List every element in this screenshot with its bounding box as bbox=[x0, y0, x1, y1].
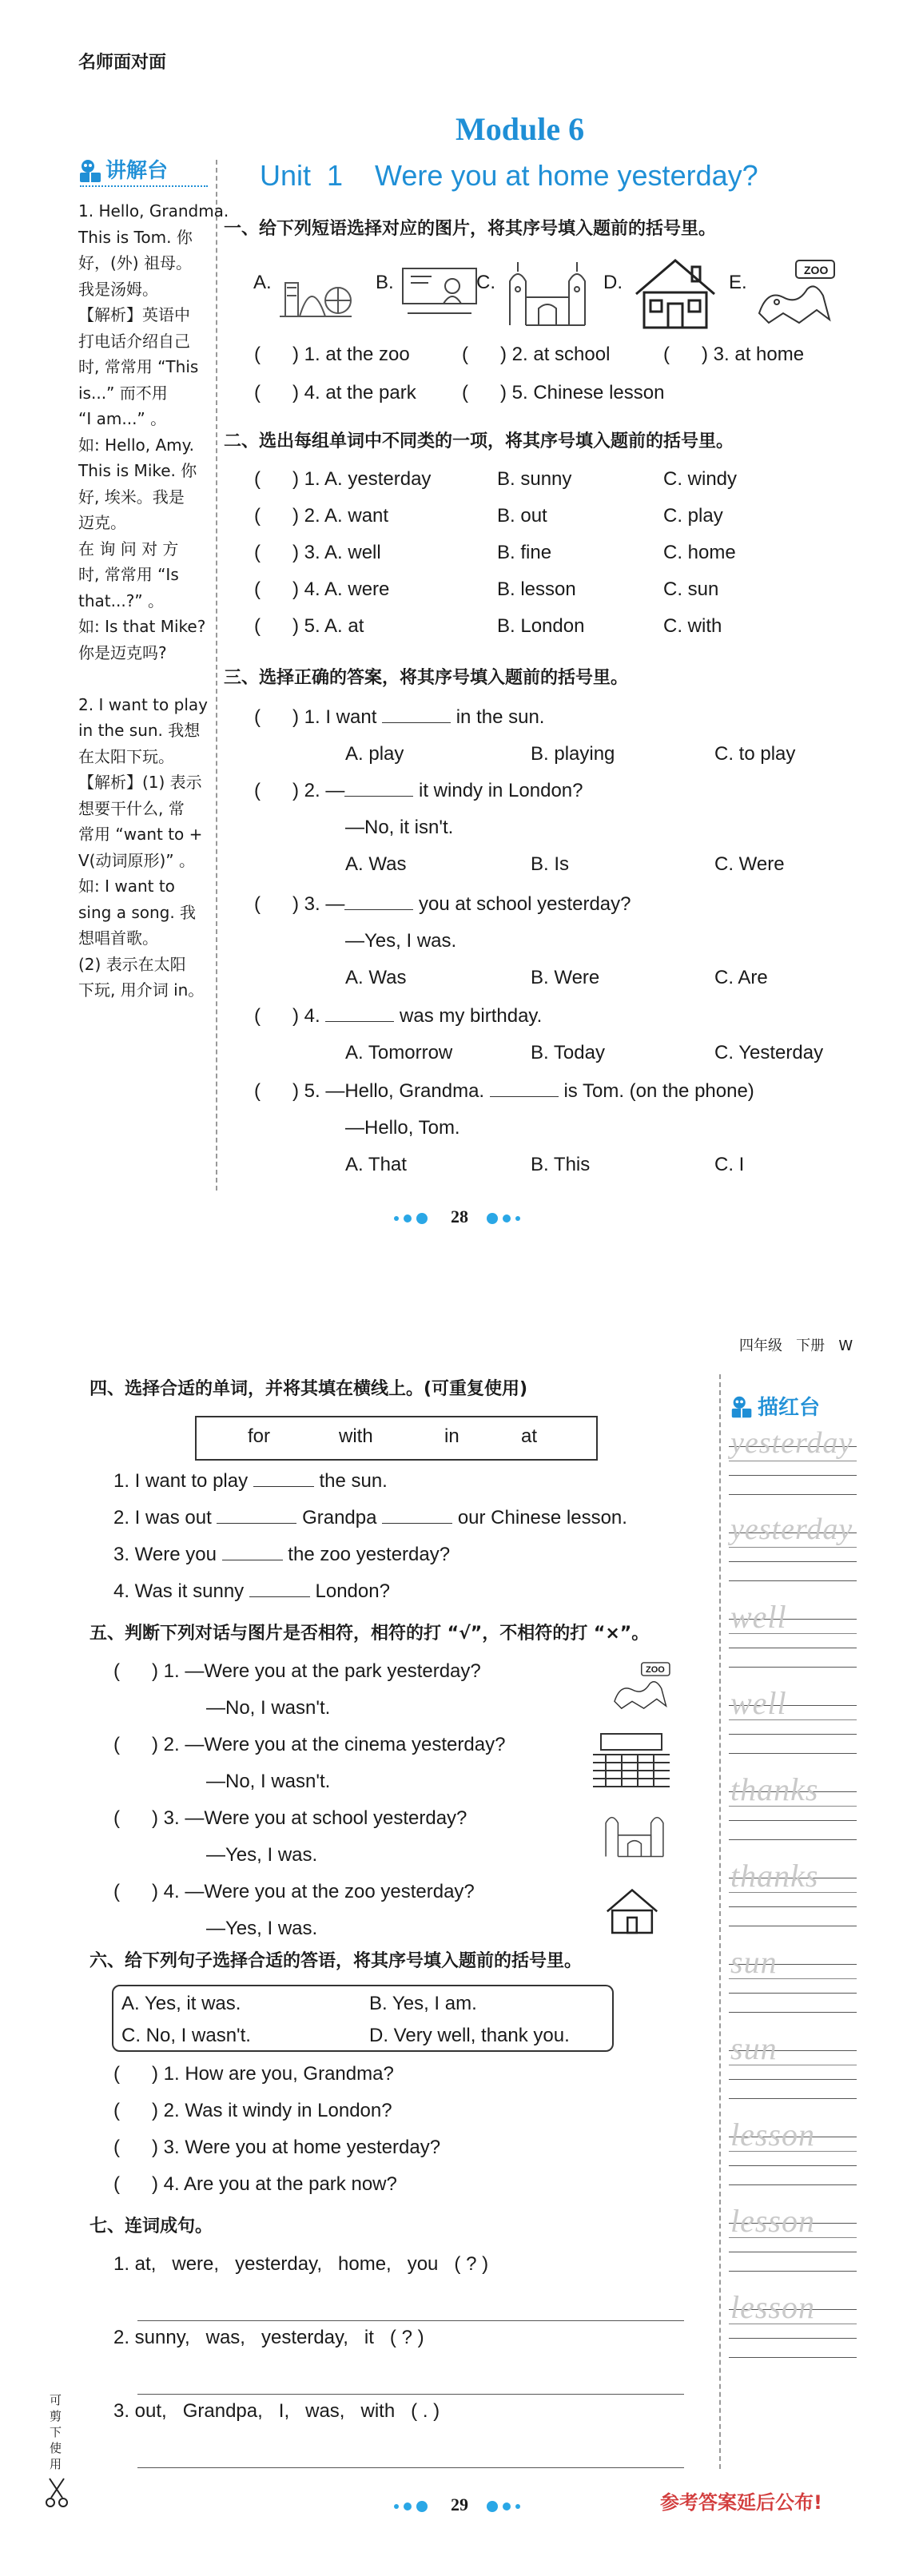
trace-writing-line[interactable] bbox=[729, 1580, 857, 1581]
s4-q1: 1. I want to play the sun. bbox=[113, 1470, 388, 1492]
trace-logo bbox=[729, 1393, 756, 1425]
s6-option-a: A. Yes, it was. bbox=[121, 1993, 241, 2014]
trace-word[interactable]: yesterday bbox=[730, 1426, 853, 1460]
section4-title: 四、选择合适的单词，并将其填在横线上。(可重复使用) bbox=[90, 1379, 528, 1399]
s5-cinema-picture bbox=[590, 1731, 673, 1794]
page-number-left-dots-29 bbox=[392, 2499, 430, 2514]
trace-guide-line bbox=[729, 2079, 857, 2080]
section5-title: 五、判断下列对话与图片是否相符，相符的打 “√”，不相符的打 “×”。 bbox=[90, 1624, 650, 1644]
trace-title: 描红台 bbox=[758, 1396, 821, 1420]
sidebar-note-line: that...?” 。 bbox=[78, 590, 165, 610]
home-picture bbox=[631, 254, 719, 335]
trace-writing-line[interactable] bbox=[729, 2184, 857, 2185]
s2-row-1-b: B. sunny bbox=[497, 468, 572, 490]
trace-word[interactable]: lesson bbox=[730, 2117, 815, 2153]
zoo-sign-text: ZOO bbox=[804, 264, 829, 276]
page-number-right-dots bbox=[484, 1211, 523, 1226]
trace-guide-line bbox=[729, 1906, 857, 1907]
s3-q5-a: A. That bbox=[345, 1154, 407, 1175]
school-picture bbox=[503, 257, 591, 333]
cinema-icon bbox=[590, 1731, 673, 1790]
s2-row-2-c: C. play bbox=[663, 505, 723, 527]
sidebar-note-line: 1. Hello, Grandma. bbox=[78, 201, 229, 221]
s6-option-d: D. Very well, thank you. bbox=[369, 2025, 570, 2046]
s7-item-3: 3. out, Grandpa, I, was, with ( . ) bbox=[113, 2400, 440, 2422]
s3-q3-a: A. Was bbox=[345, 967, 407, 988]
trace-guide-line bbox=[729, 1561, 857, 1562]
trace-divider bbox=[719, 1374, 721, 2469]
trace-guide-line bbox=[729, 1547, 857, 1548]
section2-title: 二、选出每组单词中不同类的一项，将其序号填入题前的括号里。 bbox=[224, 431, 734, 451]
section1-title: 一、给下列短语选择对应的图片，将其序号填入题前的括号里。 bbox=[224, 219, 717, 239]
trace-writing-line[interactable] bbox=[729, 1839, 857, 1840]
s6-item-1: ( ) 1. How are you, Grandma? bbox=[113, 2063, 394, 2085]
s1-item-4: ( ) 4. at the park bbox=[254, 382, 416, 403]
s3-q5-c: C. I bbox=[714, 1154, 745, 1175]
sidebar-note-line: 在 询 问 对 方 bbox=[78, 539, 179, 559]
s5-answer-2: —No, I wasn't. bbox=[206, 1771, 331, 1792]
sidebar-note-line: 好, 埃米。我是 bbox=[78, 487, 185, 507]
scissors-icon bbox=[45, 2477, 69, 2513]
house-icon bbox=[604, 1886, 660, 1935]
s3-q5: ( ) 5. —Hello, Grandma. is Tom. (on the phone) bbox=[254, 1080, 754, 1102]
pic-letter-e: E. bbox=[729, 272, 747, 293]
pic-letter-d: D. bbox=[603, 272, 623, 293]
sidebar-note-line: in the sun. 我想 bbox=[78, 721, 201, 740]
sidebar-note-line: 【解析】(1) 表示 bbox=[78, 773, 202, 792]
s3-q3-b: B. Were bbox=[531, 967, 600, 988]
section3-title: 三、选择正确的答案，将其序号填入题前的括号里。 bbox=[224, 668, 629, 688]
sidebar-note-line: 迈克。 bbox=[78, 513, 126, 532]
sidebar-note-line: 我是汤姆。 bbox=[78, 279, 158, 299]
section7-title: 七、连词成句。 bbox=[90, 2216, 213, 2236]
trace-writing-line[interactable] bbox=[729, 2098, 857, 2099]
s3-q3-reply: —Yes, I was. bbox=[345, 930, 457, 952]
s2-row-2-b: B. out bbox=[497, 505, 547, 527]
s6-item-2: ( ) 2. Was it windy in London? bbox=[113, 2100, 392, 2121]
s3-q4-a: A. Tomorrow bbox=[345, 1042, 453, 1063]
sidebar-note-line: 在太阳下玩。 bbox=[78, 746, 174, 766]
s3-q2-b: B. Is bbox=[531, 853, 570, 875]
pic-letter-a: A. bbox=[253, 272, 272, 293]
s3-q5-reply: —Hello, Tom. bbox=[345, 1117, 460, 1139]
s2-row-1-c: C. windy bbox=[663, 468, 738, 490]
s1-item-3: ( ) 3. at home bbox=[663, 344, 805, 365]
sidebar-note-line: (2) 表示在太阳 bbox=[78, 954, 186, 974]
footer-answer-note: 参考答案延后公布! bbox=[660, 2491, 822, 2514]
trace-word[interactable]: sun bbox=[730, 1944, 778, 1980]
trace-writing-line[interactable] bbox=[729, 1753, 857, 1754]
trace-guide-line bbox=[729, 2165, 857, 2166]
s2-row-2-num: ( ) 2. A. want bbox=[254, 505, 389, 527]
s2-row-4-b: B. lesson bbox=[497, 578, 576, 600]
school-icon bbox=[601, 1804, 668, 1860]
s4-q4: 4. Was it sunny London? bbox=[113, 1580, 390, 1602]
sidebar-note-line: 好，(外) 祖母。 bbox=[78, 253, 192, 272]
sidebar-divider bbox=[216, 160, 217, 1191]
s3-q2: ( ) 2. — it windy in London? bbox=[254, 780, 583, 801]
s1-item-5: ( ) 5. Chinese lesson bbox=[462, 382, 665, 403]
sidebar-note-line: 打电话介绍自己 bbox=[78, 331, 190, 351]
page-number-29: 29 bbox=[451, 2495, 468, 2514]
s5-question-3: ( ) 3. —Were you at school yesterday? bbox=[113, 1807, 467, 1829]
pic-letter-c: C. bbox=[476, 272, 495, 293]
trace-guide-line bbox=[729, 2338, 857, 2339]
word-bank-for: for bbox=[248, 1425, 271, 1447]
s1-item-1: ( ) 1. at the zoo bbox=[254, 344, 410, 365]
cut-note: 可 剪 下 使 用 bbox=[50, 2393, 62, 2471]
sidebar-note-line: 想要干什么, 常 bbox=[78, 798, 185, 818]
sidebar-note-line: is...” 而不用 bbox=[78, 383, 168, 403]
sidebar-note-line bbox=[78, 666, 213, 692]
s2-row-5-c: C. with bbox=[663, 615, 722, 637]
trace-guide-line bbox=[729, 1993, 857, 1994]
s7-answer-line-2 bbox=[137, 2394, 684, 2395]
sidebar-note-line: 如: Is that Mike? bbox=[78, 617, 206, 636]
s3-q4: ( ) 4. was my birthday. bbox=[254, 1005, 543, 1027]
park-picture bbox=[276, 260, 356, 328]
s7-answer-line-1 bbox=[137, 2320, 684, 2321]
word-bank-at: at bbox=[521, 1425, 538, 1447]
page-number-28: 28 bbox=[451, 1207, 468, 1226]
s4-q3: 3. Were you the zoo yesterday? bbox=[113, 1544, 451, 1565]
s3-q3: ( ) 3. — you at school yesterday? bbox=[254, 893, 631, 915]
s7-item-1: 1. at, were, yesterday, home, you ( ? ) bbox=[113, 2253, 489, 2275]
s7-answer-line-3 bbox=[137, 2467, 684, 2468]
s6-item-3: ( ) 3. Were you at home yesterday? bbox=[113, 2137, 441, 2158]
s2-row-1-num: ( ) 1. A. yesterday bbox=[254, 468, 432, 490]
s5-question-1: ( ) 1. —Were you at the park yesterday? bbox=[113, 1660, 481, 1682]
trace-word[interactable]: well bbox=[730, 1685, 787, 1721]
trace-writing-line[interactable] bbox=[729, 2357, 857, 2358]
trace-writing-line[interactable] bbox=[729, 1494, 857, 1495]
sidebar-note-line: 如: Hello, Amy. bbox=[78, 435, 195, 455]
trace-writing-line[interactable] bbox=[729, 1667, 857, 1668]
page-number-left-dots bbox=[392, 1211, 430, 1226]
s1-item-2: ( ) 2. at school bbox=[462, 344, 611, 365]
s3-q4-c: C. Yesterday bbox=[714, 1042, 824, 1063]
sidebar-title-underline bbox=[80, 185, 208, 187]
s6-item-4: ( ) 4. Are you at the park now? bbox=[113, 2173, 397, 2195]
sidebar-title: 讲解台 bbox=[105, 159, 169, 183]
s3-q1-b: B. playing bbox=[531, 743, 615, 765]
s6-option-c: C. No, I wasn't. bbox=[121, 2025, 251, 2046]
word-bank-with: with bbox=[339, 1425, 373, 1447]
s3-q2-reply: —No, it isn't. bbox=[345, 817, 454, 838]
lesson-picture bbox=[400, 264, 479, 324]
trace-writing-line[interactable] bbox=[729, 2012, 857, 2013]
trace-guide-line bbox=[729, 1734, 857, 1735]
sidebar-note-line: V(动词原形)” 。 bbox=[78, 850, 196, 870]
book-header: 名师面对面 bbox=[78, 53, 167, 73]
s2-row-3-c: C. home bbox=[663, 542, 736, 563]
s2-row-5-b: B. London bbox=[497, 615, 585, 637]
s2-row-3-b: B. fine bbox=[497, 542, 552, 563]
trace-word[interactable]: lesson bbox=[730, 2203, 815, 2239]
s5-answer-4: —Yes, I was. bbox=[206, 1918, 318, 1939]
sidebar-note-line: This is Tom. 你 bbox=[78, 227, 193, 247]
park-icon bbox=[276, 260, 356, 324]
sidebar-notes bbox=[78, 198, 229, 1004]
grade-label: 四年级 下册 W bbox=[739, 1338, 853, 1354]
word-bank-in: in bbox=[444, 1425, 460, 1447]
sidebar-note-line: 你是迈克吗? bbox=[78, 642, 167, 662]
sidebar-note-line: 常用 “want to + bbox=[78, 825, 203, 844]
page-number-right-dots-29 bbox=[484, 2499, 523, 2514]
school-icon bbox=[503, 257, 591, 329]
trace-writing-line[interactable] bbox=[729, 2271, 857, 2272]
s5-home-picture bbox=[604, 1886, 660, 1939]
trace-word[interactable]: sun bbox=[730, 2030, 778, 2066]
s3-q4-b: B. Today bbox=[531, 1042, 605, 1063]
sidebar-note-line: 下玩, 用介词 in。 bbox=[78, 980, 205, 1000]
module-title: Module 6 bbox=[456, 111, 585, 147]
trace-guide-line bbox=[729, 1820, 857, 1821]
s3-q2-c: C. Were bbox=[714, 853, 785, 875]
sidebar-note-line: 【解析】英语中 bbox=[78, 305, 190, 324]
s2-row-5-num: ( ) 5. A. at bbox=[254, 615, 364, 637]
s7-item-2: 2. sunny, was, yesterday, it ( ? ) bbox=[113, 2327, 424, 2348]
s5-answer-1: —No, I wasn't. bbox=[206, 1697, 331, 1719]
s3-q3-c: C. Are bbox=[714, 967, 768, 988]
sidebar-note-line: “I am...” 。 bbox=[78, 409, 167, 428]
sidebar-logo bbox=[77, 157, 105, 189]
sidebar-note-line: 时, 常常用 “This bbox=[78, 357, 199, 376]
classroom-icon bbox=[400, 264, 479, 320]
section6-title: 六、给下列句子选择合适的答语，将其序号填入题前的括号里。 bbox=[90, 1951, 583, 1971]
sidebar-note-line: 2. I want to play bbox=[78, 694, 208, 714]
s2-row-4-c: C. sun bbox=[663, 578, 719, 600]
s3-q5-b: B. This bbox=[531, 1154, 591, 1175]
book-icon bbox=[77, 157, 105, 185]
book-icon bbox=[729, 1393, 756, 1421]
s4-q2: 2. I was out Grandpa our Chinese lesson. bbox=[113, 1507, 627, 1529]
trace-word[interactable]: well bbox=[730, 1599, 787, 1635]
s5-zoo-sign-text: ZOO bbox=[646, 1665, 665, 1675]
trace-word[interactable]: lesson bbox=[730, 2289, 815, 2325]
pic-letter-b: B. bbox=[376, 272, 394, 293]
s6-option-b: B. Yes, I am. bbox=[369, 1993, 477, 2014]
s2-row-3-num: ( ) 3. A. well bbox=[254, 542, 381, 563]
s5-question-4: ( ) 4. —Were you at the zoo yesterday? bbox=[113, 1881, 475, 1902]
s3-q1-a: A. play bbox=[345, 743, 404, 765]
sidebar-note-line: sing a song. 我 bbox=[78, 902, 197, 922]
trace-word[interactable]: thanks bbox=[730, 1858, 819, 1894]
trace-word[interactable]: thanks bbox=[730, 1771, 819, 1807]
s2-row-4-num: ( ) 4. A. were bbox=[254, 578, 390, 600]
s5-answer-3: —Yes, I was. bbox=[206, 1844, 318, 1866]
s3-q1: ( ) 1. I want in the sun. bbox=[254, 706, 545, 728]
s5-question-2: ( ) 2. —Were you at the cinema yesterday? bbox=[113, 1734, 506, 1755]
sidebar-note-line: 想唱首歌。 bbox=[78, 928, 158, 948]
s3-q1-c: C. to play bbox=[714, 743, 796, 765]
sidebar-note-line: 如: I want to bbox=[78, 877, 175, 896]
sidebar-note-line: 时, 常常用 “Is bbox=[78, 565, 179, 584]
trace-guide-line bbox=[729, 1475, 857, 1476]
trace-word[interactable]: yesterday bbox=[730, 1513, 853, 1546]
unit-title: Unit 1 Were you at home yesterday? bbox=[260, 159, 758, 192]
house-icon bbox=[631, 254, 719, 331]
s3-q2-a: A. Was bbox=[345, 853, 407, 875]
s5-school-picture bbox=[601, 1804, 668, 1864]
sidebar-note-line: This is Mike. 你 bbox=[78, 461, 197, 480]
